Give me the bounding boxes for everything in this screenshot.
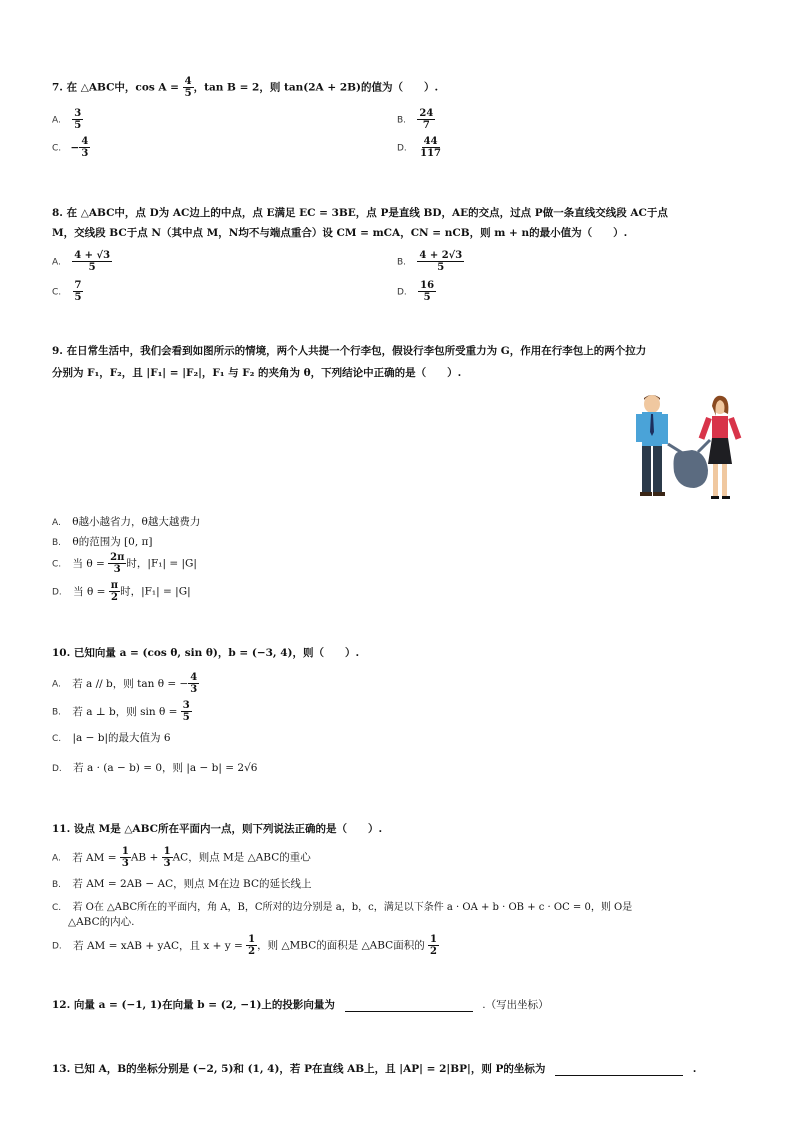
q9-option-a[interactable]: A. θ越小越省力，θ越大越费力 — [52, 516, 201, 528]
q8-stem-line1: 8. 在 △ABC中，点 D为 AC边上的中点，点 E满足 EC = 3BE，点 P是直线 BD，AE的交点，过点 P做一条直线交线段 AC于点 — [52, 207, 668, 219]
q12-stem: 12. 向量 a = (−1, 1)在向量 b = (2, −1)上的投影向量为 .（写出坐标） — [52, 999, 549, 1011]
q7-option-b[interactable]: B. $\frac{24}{7}$ — [397, 108, 434, 131]
q10-option-c[interactable]: C. |a − b|的最大值为 6 — [52, 732, 171, 744]
q13-stem: 13. 已知 A，B的坐标分别是 (−2, 5)和 (1, 4)，若 P在直线 AB上，且 |AP| = 2|BP|，则 P的坐标为 . — [52, 1063, 697, 1075]
q7-stem: 7. 在 △ABC中，cos A = $\frac{4}{5}$ ，tan B = 2，则 tan(2A + 2B)的值为（ ）. — [52, 76, 439, 99]
q7-option-a[interactable]: A. $\frac{3}{5}$ — [52, 108, 82, 131]
q9-option-d[interactable]: D. 当 θ = $\frac{\pi}{2}$ 时，|F₁| = |G| — [52, 580, 191, 603]
q11-option-c-line2: △ABC的内心. — [68, 916, 135, 928]
q9-option-c[interactable]: C. 当 θ = $\frac{2\pi}{3}$ 时，|F₁| = |G| — [52, 552, 197, 575]
q13-answer-blank[interactable] — [555, 1075, 683, 1076]
q11-option-d[interactable]: D. 若 AM = xAB + yAC，且 x + y = $\frac{1}{2}$ ，则 △MBC的面积是 △ABC面积的 $\frac{1}{2}$ — [52, 934, 437, 957]
q8-option-b[interactable]: B. $\frac{4 + 2√3}{5}$ — [397, 250, 463, 273]
q11-stem: 11. 设点 M是 △ABC所在平面内一点，则下列说法正确的是（ ）. — [52, 823, 383, 835]
q8-option-d[interactable]: D. $\frac{16}{5}$ — [397, 280, 435, 303]
q10-stem: 10. 已知向量 a = (cos θ, sin θ)，b = (−3, 4)，则（ ）. — [52, 647, 360, 659]
q12-answer-blank[interactable] — [345, 1011, 473, 1012]
q10-option-a[interactable]: A. 若 a // b，则 tan θ = − $\frac{4}{3}$ — [52, 672, 198, 695]
q10-option-b[interactable]: B. 若 a ⊥ b，则 sin θ = $\frac{3}{5}$ — [52, 700, 190, 723]
q8-option-a[interactable]: A. $\frac{4 + √3}{5}$ — [52, 250, 111, 273]
q7-option-c[interactable]: C. − $\frac{4}{3}$ — [52, 136, 89, 159]
q8-stem-line2: M，交线段 BC于点 N（其中点 M，N均不与端点重合）设 CM = mCA，CN = nCB，则 m + n的最小值为（ ）. — [52, 227, 628, 239]
q10-option-d[interactable]: D. 若 a · (a − b) = 0，则 |a − b| = 2√6 — [52, 762, 258, 774]
q11-option-b[interactable]: B. 若 AM = 2AB − AC，则点 M在边 BC的延长线上 — [52, 878, 312, 890]
q11-option-a[interactable]: A. 若 AM = $\frac{1}{3}$ AB + $\frac{1}{3}$ AC，则点 M是 △ABC的重心 — [52, 846, 311, 869]
q8-option-c[interactable]: C. $\frac{7}{5}$ — [52, 280, 82, 303]
two-people-carrying-bag-illustration — [628, 392, 748, 506]
q9-stem-line2: 分别为 F₁，F₂，且 |F₁| = |F₂|，F₁ 与 F₂ 的夹角为 θ，下列结论中正确的是（ ）. — [52, 367, 462, 379]
q7-option-d[interactable]: D. $\frac{44}{117}$ — [397, 136, 442, 159]
q11-option-c[interactable]: C. 若 O在 △ABC所在的平面内，角 A，B，C所对的边分别是 a，b，c，满足以下条件 a · OA + b · OB + c · OC = 0，则 O是 — [52, 902, 633, 913]
q9-stem-line1: 9. 在日常生活中，我们会看到如图所示的情境，两个人共提一个行李包，假设行李包所受重力为 G，作用在行李包上的两个拉力 — [52, 345, 647, 357]
q9-option-b[interactable]: B. θ的范围为 [0, π] — [52, 536, 153, 548]
